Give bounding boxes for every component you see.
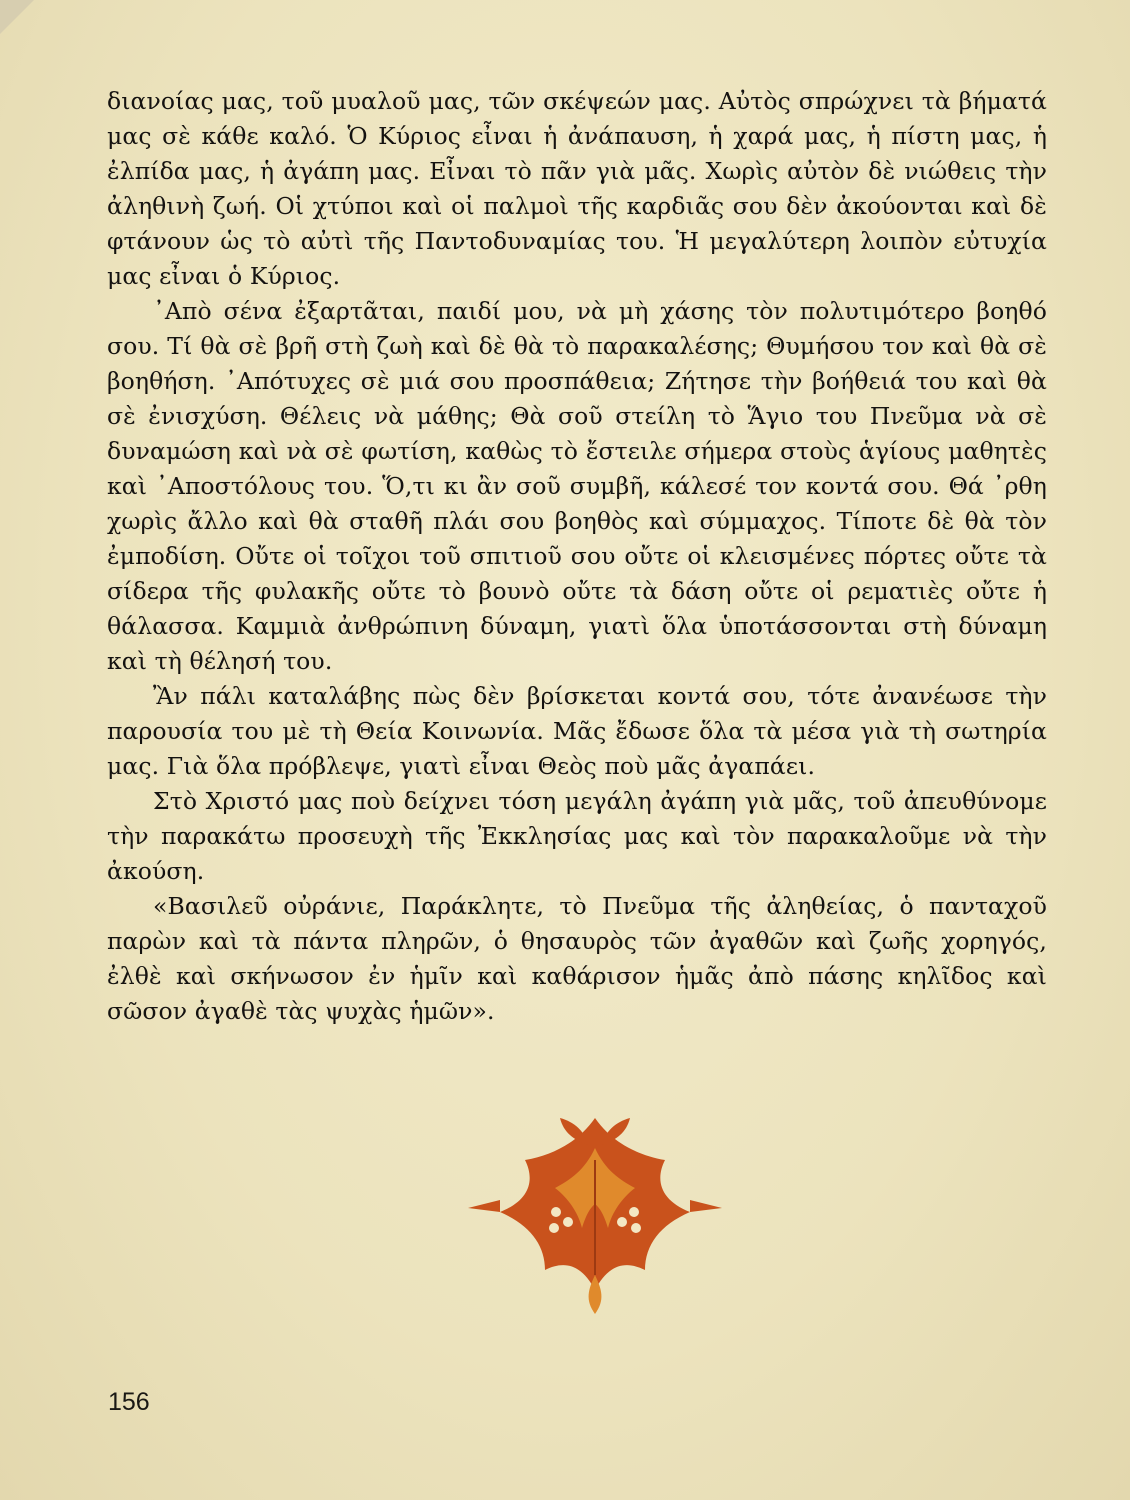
body-text — [107, 84, 1047, 1029]
paragraph-4: Στὸ Χριστό μας ποὺ δείχνει τόση μεγάλη ἀγάπη γιὰ μᾶς, τοῦ ἀπευθύνομε τὴν παρακάτω προσευχὴ τῆς Ἐκκλησίας μας καὶ τὸν παρακαλοῦμε νὰ τὴν ἀκούση. — [107, 787, 1047, 885]
paragraph-1: διανοίας μας, τοῦ μυαλοῦ μας, τῶν σκέψεών μας. Αὐτὸς σπρώχνει τὰ βήματά μας σὲ κάθε καλό. Ὁ Κύριος εἶναι ἡ ἀνάπαυση, ἡ χαρά μας, ἡ πίστη μας, ἡ ἐλπίδα μας, ἡ ἀγάπη μας. Εἶναι τὸ πᾶν γιὰ μᾶς. Χωρὶς αὐτὸν δὲ νιώθεις τὴν ἀληθινὴ ζωή. Οἱ χτύποι καὶ οἱ παλμοὶ τῆς καρδιᾶς σου δὲν ἀκούονται καὶ δὲ φτάνουν ὡς τὸ αὐτὶ τῆς Παντοδυναμίας του. Ἡ μεγαλύτερη λοιπὸν εὐτυχία μας εἶναι ὁ Κύριος. — [107, 87, 1047, 290]
page-corner-fold — [0, 0, 34, 34]
paragraph-2: ᾿Απὸ σένα ἐξαρτᾶται, παιδί μου, νὰ μὴ χάσης τὸν πολυτιμότερο βοηθό σου. Τί θὰ σὲ βρῆ στὴ ζωὴ καὶ δὲ θὰ τὸ παρακαλέσης; Θυμήσου τον καὶ θὰ σὲ βοηθήση. ᾿Απότυχες σὲ μιά σου προσπάθεια; Ζήτησε τὴν βοήθειά του καὶ θὰ σὲ ἐνισχύση. Θέλεις νὰ μάθης; Θὰ σοῦ στείλη τὸ Ἅγιο του Πνεῦμα νὰ σὲ δυναμώση καὶ νὰ σὲ φωτίση, καθὼς τὸ ἔστειλε σήμερα στοὺς ἁγίους μαθητὲς καὶ ᾿Αποστόλους του. Ὅ,τι κι ἂν σοῦ συμβῆ, κάλεσέ τον κοντά σου. Θά ᾿ρθη χωρὶς ἄλλο καὶ θὰ σταθῆ πλάι σου βοηθὸς καὶ σύμμαχος. Τίποτε δὲ θὰ τὸν ἐμποδίση. Οὔτε οἱ τοῖχοι τοῦ σπιτιοῦ σου οὔτε οἱ κλεισμένες πόρτες οὔτε τὰ σίδερα τῆς φυλακῆς οὔτε τὸ βουνὸ οὔτε τὰ δάση οὔτε οἱ ρεματιὲς οὔτε ἡ θάλασσα. Καμμιὰ ἀνθρώπινη δύναμη, γιατὶ ὅλα ὑποτάσσονται στὴ δύναμη καὶ τὴ θέλησή του. — [107, 297, 1047, 675]
page-number: 156 — [108, 1388, 150, 1416]
paragraph-5-prayer: «Βασιλεῦ οὐράνιε, Παράκλητε, τὸ Πνεῦμα τῆς ἀληθείας, ὁ πανταχοῦ παρὼν καὶ τὰ πάντα πληρῶν, ὁ θησαυρὸς τῶν ἀγαθῶν καὶ ζωῆς χορηγός, ἐλθὲ καὶ σκήνωσον ἐν ἡμῖν καὶ καθάρισον ἡμᾶς ἀπὸ πάσης κηλῖδος καὶ σῶσον ἀγαθὲ τὰς ψυχὰς ἡμῶν». — [107, 892, 1047, 1025]
paragraph-3: Ἂν πάλι καταλάβης πὼς δὲν βρίσκεται κοντά σου, τότε ἀνανέωσε τὴν παρουσία του μὲ τὴ Θεία Κοινωνία. Μᾶς ἔδωσε ὅλα τὰ μέσα γιὰ τὴ σωτηρία μας. Γιὰ ὅλα πρόβλεψε, γιατὶ εἶναι Θεὸς ποὺ μᾶς ἀγαπάει. — [107, 682, 1047, 780]
floral-ornament-icon — [460, 1100, 730, 1320]
